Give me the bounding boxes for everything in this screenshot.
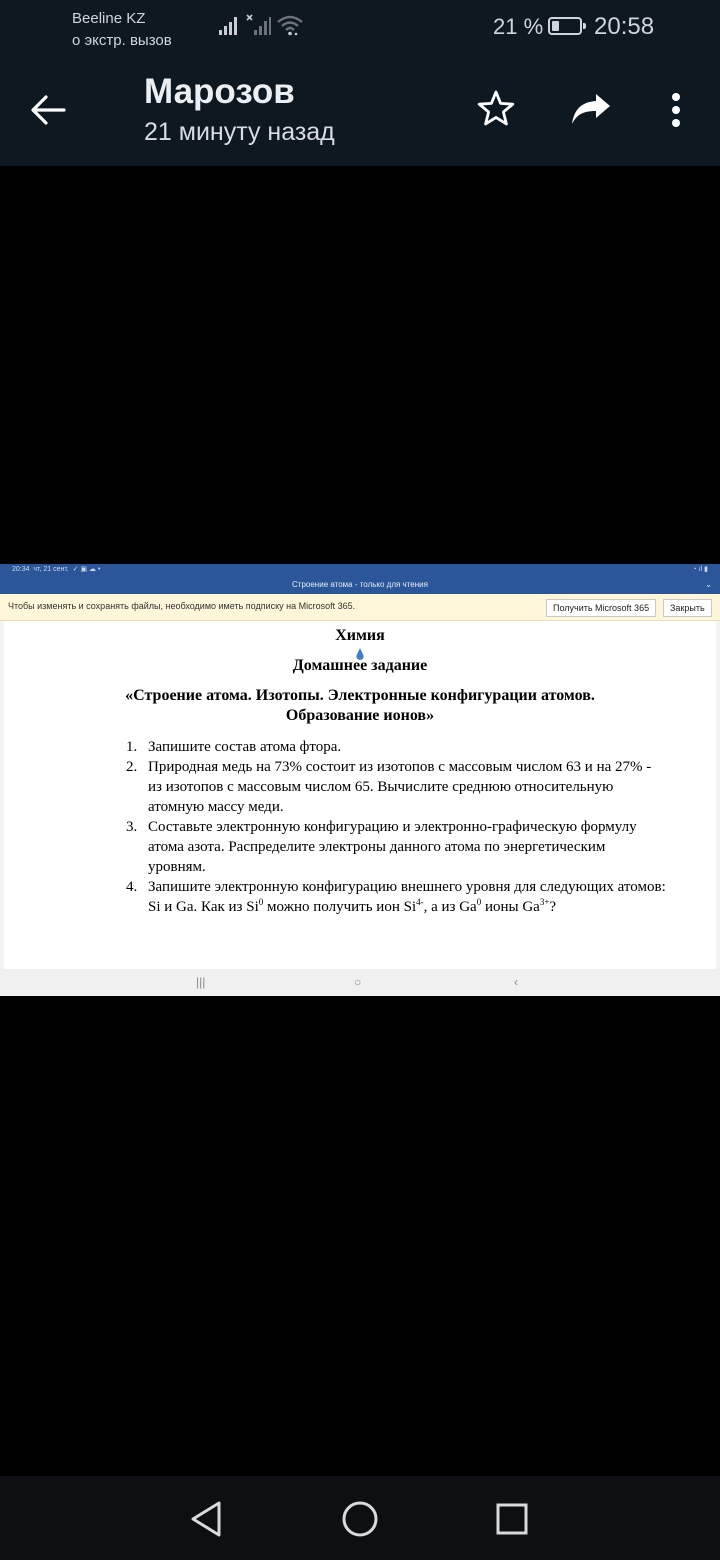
get-microsoft-365-button[interactable]: Получить Microsoft 365 [546,599,656,617]
nav-back-button[interactable] [176,1494,236,1544]
cellular-signal-no-service-icon [246,14,272,36]
list-item [126,737,666,757]
text-part: , а из Ga [423,899,477,915]
list-item-text: Запишите состав атома фтора. [148,739,342,755]
doc-heading: Домашнее задание [292,657,428,674]
more-options-button[interactable] [660,88,692,132]
forward-button[interactable] [568,88,614,130]
list-item-text [148,879,666,915]
list-number: 4. [126,879,138,895]
superscript: 0 [476,897,482,907]
superscript: 0 [258,897,264,907]
doc-status-left [12,565,100,573]
triangle-back-icon [189,1500,223,1538]
list-item [126,877,666,917]
status-bar-left [72,8,172,52]
doc-status-icons: ✓ ▣ ☁ • [72,566,101,573]
text-part: можно получить ион Si [263,899,417,915]
attached-image[interactable] [0,564,720,996]
doc-status-bar [0,564,720,576]
battery-icon [548,17,582,35]
doc-nav-bar [0,969,720,996]
doc-status-right-icons: ◔ ıl ▮ [692,566,708,573]
system-nav-bar [0,1476,720,1560]
sent-time: 21 минуту назад [144,118,335,146]
favorite-button[interactable] [474,86,518,130]
close-notice-button[interactable]: Закрыть [663,599,712,617]
doc-title: Строение атома - только для чтения [292,580,428,589]
nav-home-button[interactable] [330,1494,390,1544]
text-part: ионы Ga [481,899,540,915]
doc-title-bar [0,576,720,594]
recents-icon: ||| [196,975,206,989]
emergency-calls-text: о экстр. вызов [72,32,172,49]
task-list [126,737,666,917]
back-button[interactable] [26,88,70,132]
superscript: 4- [416,897,424,907]
doc-subject: Химия [335,627,385,644]
status-clock: 20:58 [594,13,655,40]
share-forward-icon [570,92,612,126]
circle-home-icon [341,1500,379,1538]
more-vertical-icon [671,92,681,128]
back-icon: ‹ [514,975,518,989]
list-item-text: Природная медь на 73% состоит из изотопов с массовым числом 63 и на 27% - из изотопов с массовым числом 65. Вычислите среднюю относительную атомную массу меди. [148,759,652,815]
wifi-icon [276,14,304,36]
nav-recents-button[interactable] [482,1494,542,1544]
app-bar [0,0,720,166]
cellular-signal-icon [218,14,242,36]
list-item [126,817,666,877]
sender-name: Марозов [144,72,295,111]
doc-topic-line-2: Образование ионов» [285,707,435,724]
list-item [126,757,666,817]
text-part: Запишите электронную конфигурацию внешнего уровня для следующих атомов: Si и Ga. Как из Si [148,879,666,915]
notice-text: Чтобы изменять и сохранять файлы, необходимо иметь подписку на Microsoft 365. [8,601,356,611]
star-outline-icon [477,90,515,126]
home-icon: ○ [354,975,362,989]
battery-percent: 21 % [493,14,544,39]
square-recents-icon [495,1502,529,1536]
superscript: 3+ [539,897,550,907]
arrow-left-icon [30,94,66,126]
subscription-notice [0,594,720,621]
list-number: 3. [126,819,138,835]
chevron-down-icon[interactable]: ⌄ [705,580,712,589]
carrier-name: Beeline KZ [72,10,146,27]
text-part: ? [549,899,557,915]
doc-topic-line-1: «Строение атома. Изотопы. Электронные конфигурации атомов. [125,687,595,704]
list-item-text: Составьте электронную конфигурацию и электронно-графическую формулу атома азота. Распределите электроны данного атома по энергетическим уровням. [148,819,637,875]
document-page [4,621,716,969]
doc-status-date: чт, 21 сент. [33,566,69,573]
doc-status-time: 20:34 [12,566,30,573]
list-number: 2. [126,759,138,775]
list-number: 1. [126,739,138,755]
